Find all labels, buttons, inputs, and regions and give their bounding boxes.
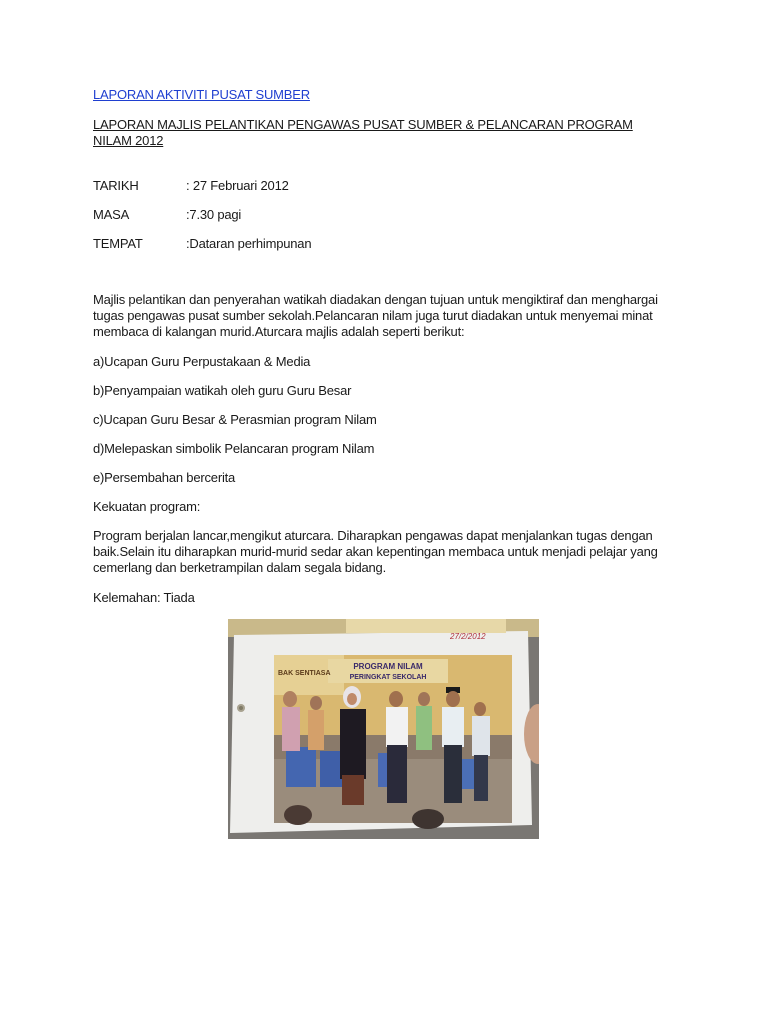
- agenda-item: d)Melepaskan simbolik Pelancaran program Nilam: [93, 441, 375, 456]
- detail-value: :Dataran perhimpunan: [186, 236, 312, 251]
- detail-value: : 27 Februari 2012: [186, 178, 289, 193]
- agenda-item: e)Persembahan bercerita: [93, 470, 236, 485]
- strength-paragraph: Program berjalan lancar,mengikut aturcara. Diharapkan pengawas dapat menjalankan tugas dengan baik.Selain itu diharapkan murid-murid sedar akan kepentingan membaca untuk menjadi pelajar yang cemerlang dan berketrampilan dalam segala bidang.: [93, 528, 658, 575]
- detail-value: :7.30 pagi: [186, 207, 242, 222]
- agenda-item: b)Penyampaian watikah oleh guru Guru Besar: [93, 383, 352, 398]
- photo-date-stamp: 27/2/2012: [450, 632, 486, 641]
- strength-heading: Kekuatan program:: [93, 499, 201, 514]
- detail-label: TARIKH: [93, 178, 139, 193]
- photo-banner-left: BAK SENTIASA: [278, 670, 331, 677]
- photo-banner-line2: PERINGKAT SEKOLAH: [349, 674, 427, 681]
- detail-label: TEMPAT: [93, 236, 143, 251]
- agenda-item: c)Ucapan Guru Besar & Perasmian program Nilam: [93, 412, 377, 427]
- agenda-item: a)Ucapan Guru Perpustakaan & Media: [93, 354, 311, 369]
- weakness-line: Kelemahan: Tiada: [93, 590, 195, 605]
- intro-paragraph: Majlis pelantikan dan penyerahan watikah diadakan dengan tujuan untuk mengiktiraf dan menghargai tugas pengawas pusat sumber sekolah.Pelancaran nilam juga turut diadakan untuk menyemai minat membaca di kalangan murid.Aturcara majlis adalah seperti berikut:: [93, 292, 658, 339]
- detail-label: MASA: [93, 207, 130, 222]
- photo-banner-line1: PROGRAM NILAM: [353, 662, 423, 671]
- report-link-title[interactable]: LAPORAN AKTIVITI PUSAT SUMBER: [93, 87, 310, 102]
- report-title: LAPORAN MAJLIS PELANTIKAN PENGAWAS PUSAT SUMBER & PELANCARAN PROGRAM NILAM 2012: [93, 117, 633, 148]
- event-photo: [228, 619, 539, 839]
